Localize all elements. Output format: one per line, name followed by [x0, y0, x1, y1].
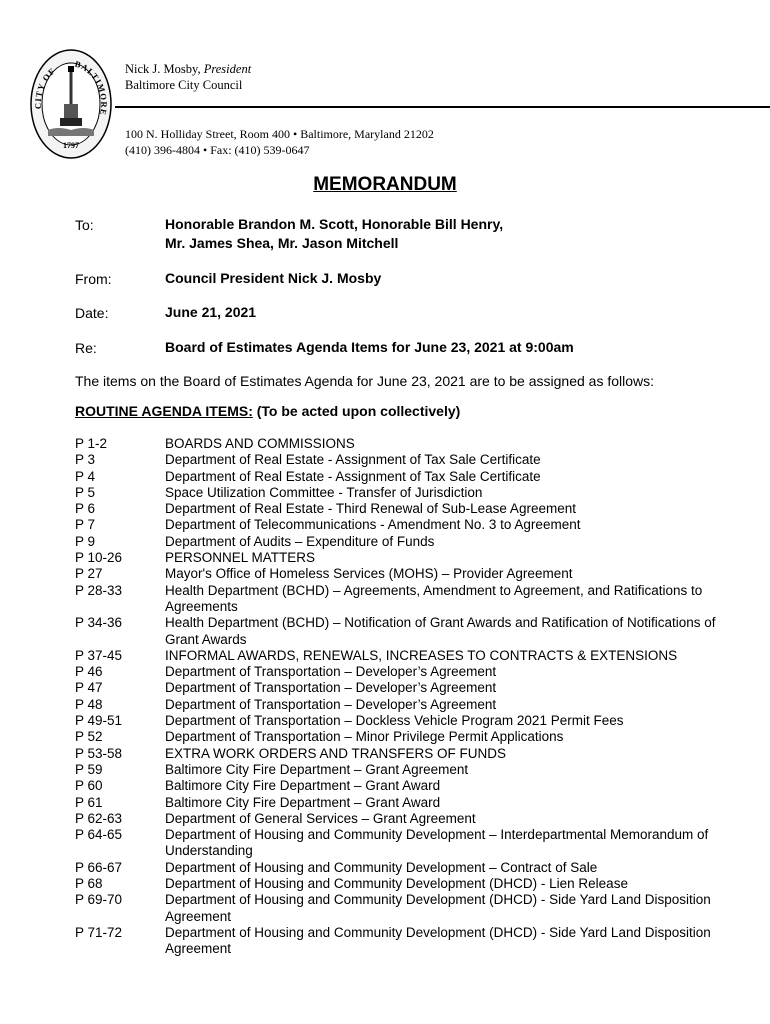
- item-description: Department of Transportation – Minor Privilege Permit Applications: [165, 729, 564, 745]
- list-item: [75, 811, 735, 827]
- routine-heading-line: [75, 403, 460, 419]
- list-item: [75, 469, 735, 485]
- item-description: Department of Real Estate - Assignment of Tax Sale Certificate: [165, 452, 541, 468]
- item-description: Baltimore City Fire Department – Grant Award: [165, 778, 441, 794]
- routine-heading: ROUTINE AGENDA ITEMS:: [75, 403, 253, 419]
- item-description: Department of General Services – Grant Agreement: [165, 810, 476, 826]
- list-item: [75, 713, 735, 729]
- phone-line: (410) 396-4804 • Fax: (410) 539-0647: [125, 142, 310, 157]
- from-label: From:: [75, 271, 112, 287]
- list-item: [75, 876, 735, 892]
- item-description: Department of Transportation – Dockless Vehicle Program 2021 Permit Fees: [165, 713, 624, 729]
- item-description: EXTRA WORK ORDERS AND TRANSFERS OF FUNDS: [165, 745, 507, 761]
- list-item: [75, 517, 735, 533]
- item-description: Department of Real Estate - Assignment of Tax Sale Certificate: [165, 468, 541, 484]
- item-description: Department of Real Estate - Third Renewal of Sub-Lease Agreement: [165, 501, 576, 517]
- to-label: To:: [75, 217, 94, 233]
- item-description: Department of Housing and Community Development – Interdepartmental Memorandum of Understanding: [165, 827, 709, 859]
- item-description: Baltimore City Fire Department – Grant Award: [165, 794, 441, 810]
- item-page: P 9: [75, 533, 96, 549]
- item-description: Department of Housing and Community Development (DHCD) - Side Yard Land Disposition Agreement: [165, 892, 711, 924]
- sender-name: Nick J. Mosby,: [125, 62, 204, 76]
- item-page: P 4: [75, 468, 96, 484]
- item-page: P 28-33: [75, 582, 123, 598]
- item-page: P 68: [75, 876, 103, 892]
- item-page: P 64-65: [75, 827, 123, 843]
- list-item: [75, 550, 735, 566]
- date-label: Date:: [75, 305, 109, 321]
- list-item: [75, 534, 735, 550]
- seal-year: 1797: [63, 141, 79, 150]
- item-description: Department of Housing and Community Development (DHCD) - Lien Release: [165, 876, 628, 892]
- item-description: Space Utilization Committee - Transfer of Jurisdiction: [165, 484, 483, 500]
- item-page: P 46: [75, 664, 103, 680]
- item-page: P 66-67: [75, 859, 123, 875]
- list-item: [75, 892, 735, 925]
- list-item: [75, 860, 735, 876]
- agenda-items-list: [75, 436, 735, 958]
- sender-title: President: [203, 62, 252, 76]
- city-seal-logo: [28, 44, 114, 160]
- item-description: Department of Audits – Expenditure of Funds: [165, 533, 435, 549]
- sender-block: [125, 62, 251, 93]
- from-value: Council President Nick J. Mosby: [165, 270, 382, 286]
- svg-text:CITY OF: CITY OF: [32, 65, 58, 110]
- item-description: PERSONNEL MATTERS: [165, 550, 316, 566]
- re-value: Board of Estimates Agenda Items for June 23, 2021 at 9:00am: [165, 339, 574, 355]
- address-block: [125, 127, 434, 158]
- item-page: P 7: [75, 517, 96, 533]
- list-item: [75, 795, 735, 811]
- item-description: INFORMAL AWARDS, RENEWALS, INCREASES TO CONTRACTS & EXTENSIONS: [165, 647, 678, 663]
- item-description: Department of Transportation – Developer’s Agreement: [165, 680, 497, 696]
- item-page: P 71-72: [75, 924, 123, 940]
- item-page: P 27: [75, 566, 103, 582]
- list-item: [75, 664, 735, 680]
- item-page: P 3: [75, 452, 96, 468]
- item-page: P 34-36: [75, 615, 123, 631]
- list-item: [75, 778, 735, 794]
- list-item: [75, 827, 735, 860]
- item-description: Department of Housing and Community Development (DHCD) - Side Yard Land Disposition Agreement: [165, 924, 711, 957]
- item-page: P 59: [75, 761, 103, 777]
- list-item: [75, 485, 735, 501]
- item-page: P 37-45: [75, 647, 123, 663]
- item-page: P 52: [75, 729, 103, 745]
- item-page: P 62-63: [75, 810, 123, 826]
- list-item: [75, 680, 735, 696]
- routine-note: (To be acted upon collectively): [252, 403, 461, 419]
- list-item: [75, 566, 735, 582]
- item-description: Health Department (BCHD) – Notification of Grant Awards and Ratification of Notifications of Grant Awards: [165, 615, 716, 647]
- item-page: P 60: [75, 778, 103, 794]
- item-description: Health Department (BCHD) – Agreements, Amendment to Agreement, and Ratifications to Agreements: [165, 582, 703, 614]
- list-item: [75, 615, 735, 648]
- to-line-1: Honorable Brandon M. Scott, Honorable Bill Henry,: [165, 216, 504, 232]
- item-description: Mayor's Office of Homeless Services (MOHS) – Provider Agreement: [165, 566, 573, 582]
- item-description: Department of Transportation – Developer’s Agreement: [165, 664, 497, 680]
- item-page: P 61: [75, 794, 103, 810]
- item-page: P 5: [75, 484, 96, 500]
- item-description: Department of Telecommunications - Amendment No. 3 to Agreement: [165, 517, 581, 533]
- list-item: [75, 648, 735, 664]
- list-item: [75, 925, 735, 958]
- list-item: [75, 583, 735, 616]
- list-item: [75, 746, 735, 762]
- list-item: [75, 729, 735, 745]
- re-label: Re:: [75, 340, 97, 356]
- list-item: [75, 762, 735, 778]
- sender-org: Baltimore City Council: [125, 77, 243, 92]
- item-page: P 53-58: [75, 745, 123, 761]
- item-page: P 69-70: [75, 892, 123, 908]
- to-value: [165, 215, 503, 253]
- letterhead-divider: [115, 106, 770, 108]
- date-value: June 21, 2021: [165, 304, 257, 320]
- item-description: BOARDS AND COMMISSIONS: [165, 436, 355, 451]
- item-page: P 48: [75, 696, 103, 712]
- intro-text: The items on the Board of Estimates Agenda for June 23, 2021 are to be assigned as follows:: [75, 373, 655, 389]
- item-page: P 6: [75, 501, 96, 517]
- item-page: P 10-26: [75, 550, 123, 566]
- list-item: [75, 697, 735, 713]
- item-description: Department of Transportation – Developer’s Agreement: [165, 696, 497, 712]
- item-page: P 1-2: [75, 436, 108, 451]
- item-page: P 47: [75, 680, 103, 696]
- item-page: P 49-51: [75, 713, 123, 729]
- to-line-2: Mr. James Shea, Mr. Jason Mitchell: [165, 235, 399, 251]
- svg-text:BALTIMORE: BALTIMORE: [73, 58, 110, 117]
- list-item: [75, 501, 735, 517]
- item-description: Baltimore City Fire Department – Grant Agreement: [165, 761, 469, 777]
- list-item: [75, 452, 735, 468]
- list-item: [75, 436, 735, 452]
- address-line: 100 N. Holliday Street, Room 400 • Baltimore, Maryland 21202: [125, 127, 434, 141]
- item-description: Department of Housing and Community Development – Contract of Sale: [165, 859, 598, 875]
- memo-title: MEMORANDUM: [313, 174, 457, 195]
